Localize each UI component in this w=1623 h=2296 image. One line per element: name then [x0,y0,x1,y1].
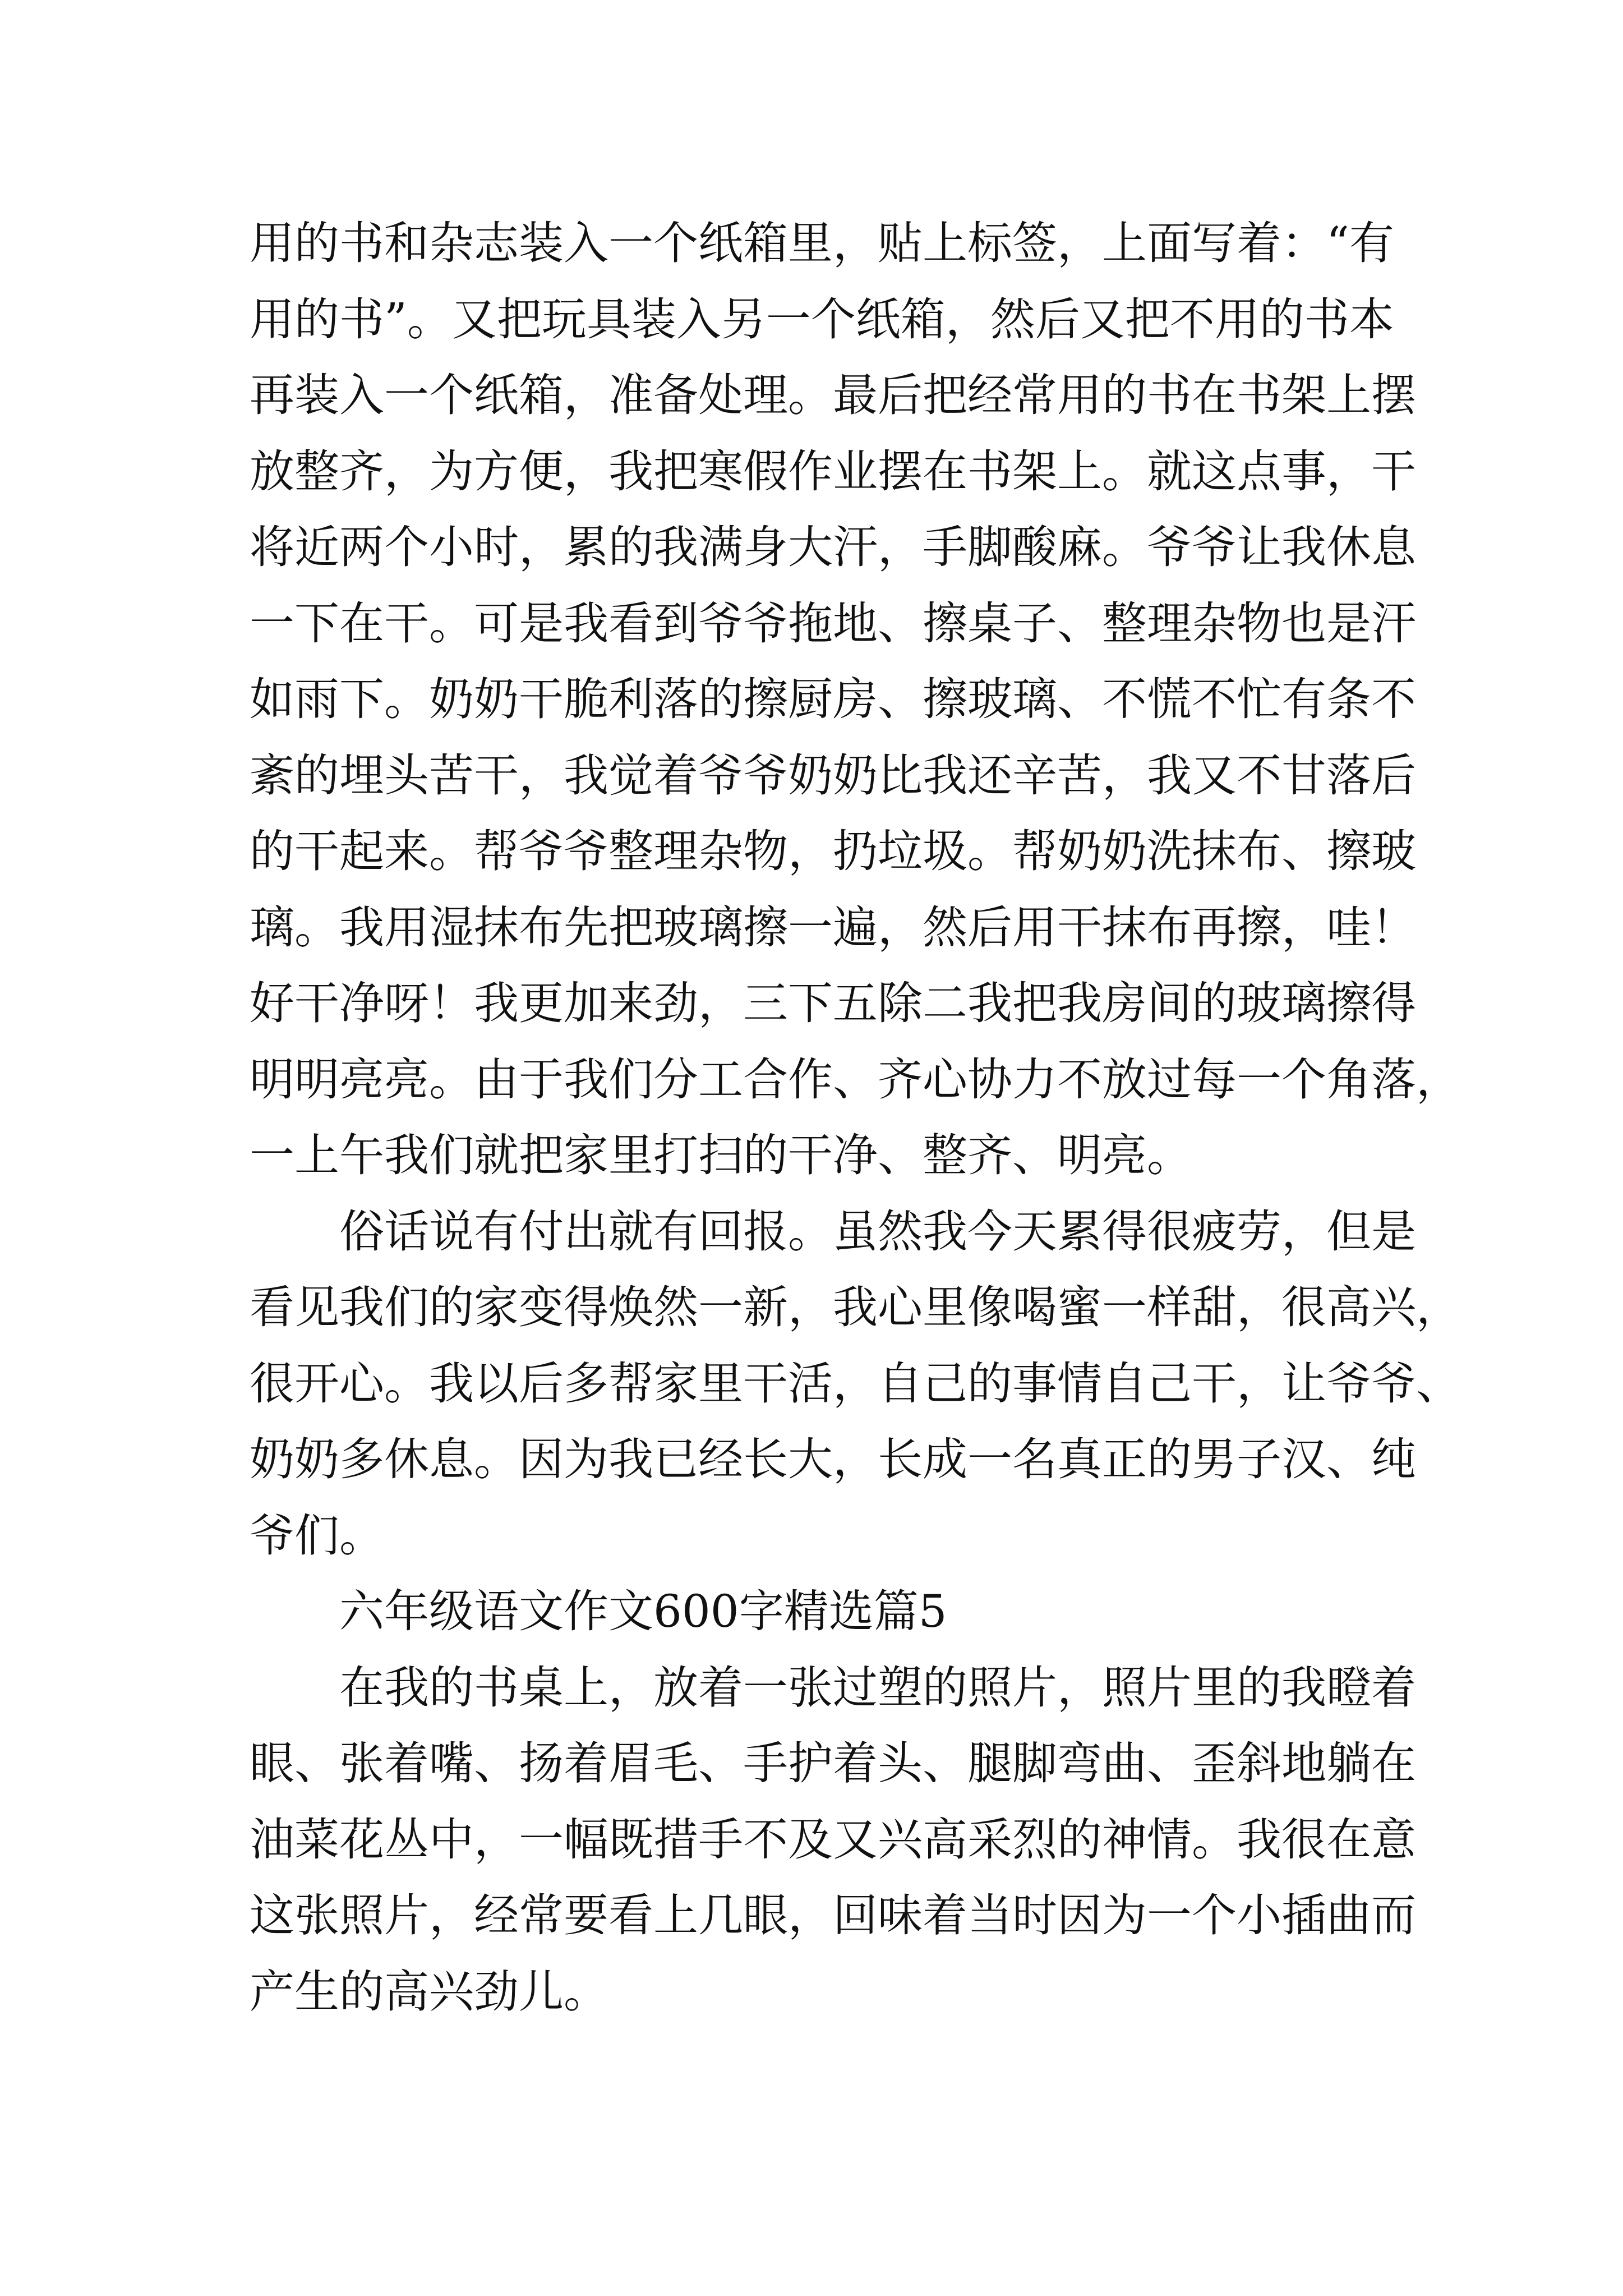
text-line: 奶奶多休息。因为我已经长大，长成一名真正的男子汉、纯 [250,1433,1416,1485]
text-line: 用的书”。又把玩具装入另一个纸箱，然后又把不用的书本 [250,293,1394,346]
text-line: 用的书和杂志装入一个纸箱里，贴上标签，上面写着：“有 [250,217,1394,269]
text-line: 璃。我用湿抹布先把玻璃擦一遍，然后用干抹布再擦，哇！ [250,901,1416,954]
text-line: 如雨下。奶奶干脆利落的擦厨房、擦玻璃、不慌不忙有条不 [250,673,1416,725]
text-line: 产生的高兴劲儿。 [250,1965,608,2018]
document-body [250,205,1461,2030]
text-line: 再装入一个纸箱，准备处理。最后把经常用的书在书架上摆 [250,369,1416,421]
text-line: 油菜花丛中，一幅既措手不及又兴高采烈的神情。我很在意 [250,1813,1416,1866]
text-line: 看见我们的家变得焕然一新，我心里像喝蜜一样甜，很高兴， [250,1281,1461,1333]
text-line: 放整齐，为方便，我把寒假作业摆在书架上。就这点事，干 [250,445,1416,498]
paragraph-start-line: 俗话说有付出就有回报。虽然我今天累得很疲劳，但是 [339,1205,1416,1258]
text-line: 明明亮亮。由于我们分工合作、齐心协力不放过每一个角落， [250,1053,1461,1106]
section-heading: 六年级语文作文600字精选篇5 [339,1585,947,1637]
text-line: 很开心。我以后多帮家里干活，自己的事情自己干，让爷爷、 [250,1357,1461,1410]
text-line: 的干起来。帮爷爷整理杂物，扔垃圾。帮奶奶洗抹布、擦玻 [250,825,1416,877]
text-line: 一下在干。可是我看到爷爷拖地、擦桌子、整理杂物也是汗 [250,597,1416,650]
text-line: 将近两个小时，累的我满身大汗，手脚酸麻。爷爷让我休息 [250,521,1416,573]
text-line: 眼、张着嘴、扬着眉毛、手护着头、腿脚弯曲、歪斜地躺在 [250,1737,1416,1789]
text-line: 一上午我们就把家里打扫的干净、整齐、明亮。 [250,1129,1192,1181]
text-line: 这张照片，经常要看上几眼，回味着当时因为一个小插曲而 [250,1889,1416,1941]
text-line: 紊的埋头苦干，我觉着爷爷奶奶比我还辛苦，我又不甘落后 [250,749,1416,802]
text-line: 爷们。 [250,1509,384,1562]
text-line: 好干净呀！我更加来劲，三下五除二我把我房间的玻璃擦得 [250,977,1416,1029]
paragraph-start-line: 在我的书桌上，放着一张过塑的照片，照片里的我瞪着 [339,1661,1416,1714]
